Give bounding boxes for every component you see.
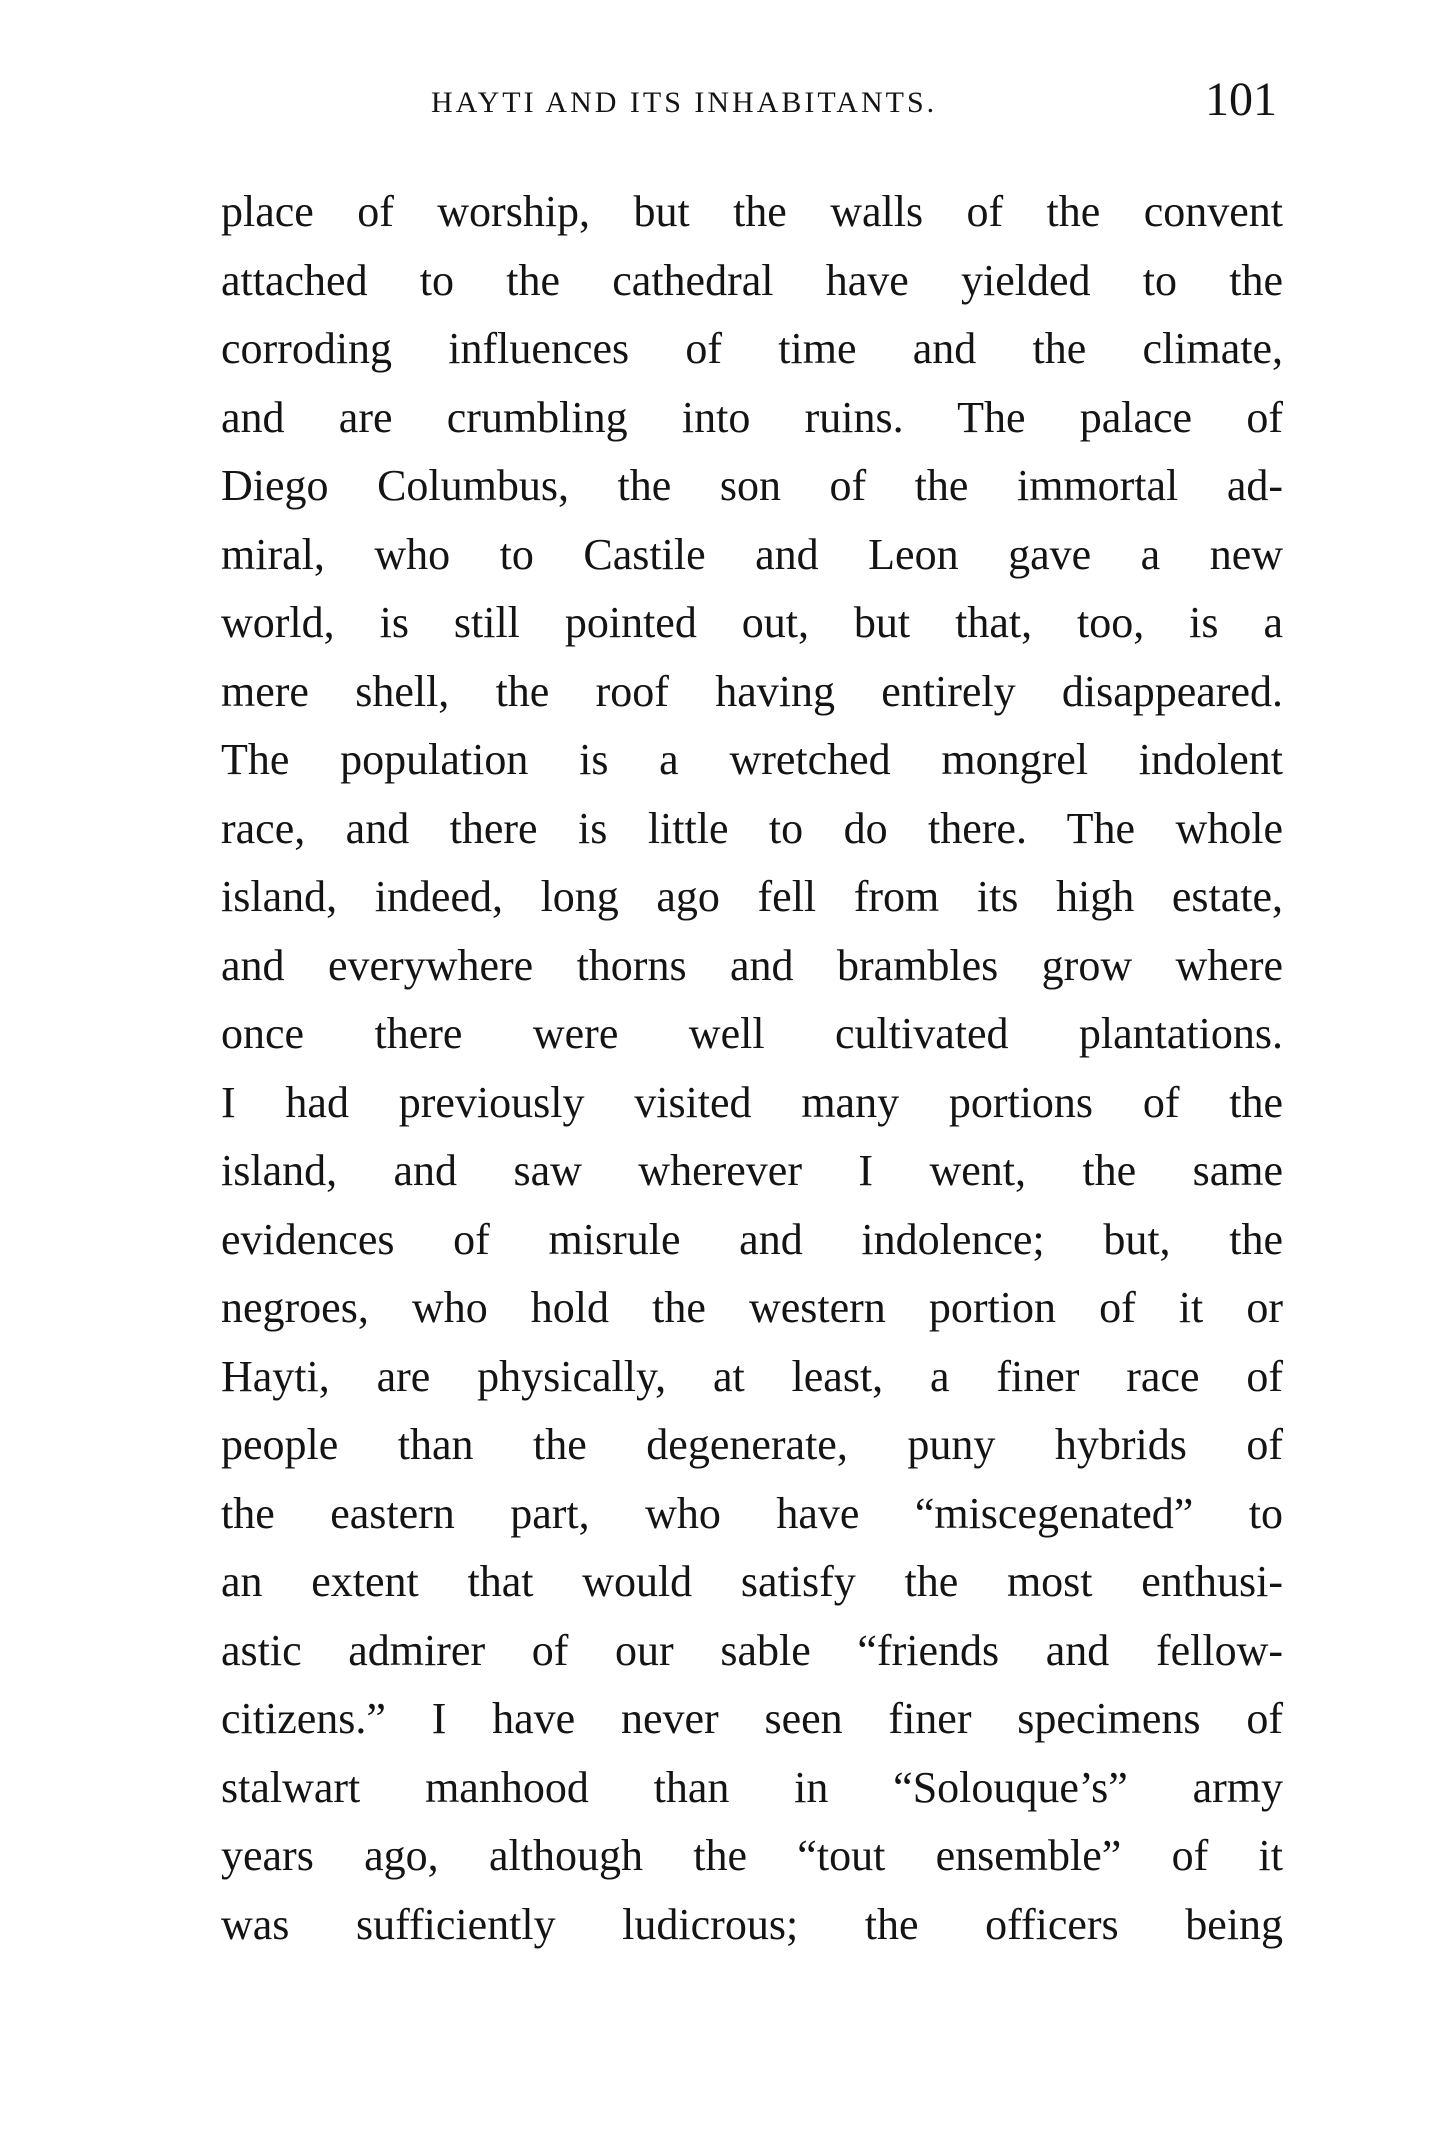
text-line: I had previously visited many portions of the	[221, 1077, 1283, 1127]
text-line: was sufficiently ludicrous; the officers being	[221, 1899, 1283, 1949]
text-line: once there were well cultivated plantations.	[221, 1009, 1283, 1058]
text-line: evidences of misrule and indolence; but, the	[221, 1214, 1283, 1264]
text-line: negroes, who hold the western portion of it or	[221, 1283, 1283, 1332]
text-line: miral, who to Castile and Leon gave a new	[221, 529, 1283, 579]
text-line: attached to the cathedral have yielded to the	[221, 255, 1283, 305]
text-line: Diego Columbus, the son of the immortal ad-	[221, 461, 1283, 510]
text-line: citizens.” I have never seen finer specimens of	[221, 1694, 1283, 1743]
running-title: HAYTI AND ITS INHABITANTS.	[431, 86, 938, 119]
text-line: astic admirer of our sable “friends and fellow-	[221, 1625, 1283, 1675]
text-line: mere shell, the roof having entirely disappeared.	[221, 666, 1283, 716]
text-line: place of worship, but the walls of the convent	[221, 187, 1283, 236]
text-line: and are crumbling into ruins. The palace of	[221, 392, 1283, 442]
text-line: stalwart manhood than in “Solouque’s” army	[221, 1762, 1283, 1812]
text-line: island, and saw wherever I went, the same	[221, 1146, 1283, 1195]
page-number: 101	[1205, 73, 1277, 126]
text-line: an extent that would satisfy the most enthusi-	[221, 1557, 1283, 1606]
text-line: island, indeed, long ago fell from its high estate,	[221, 872, 1283, 921]
text-line: world, is still pointed out, but that, too, is a	[221, 598, 1283, 647]
running-head	[221, 72, 1281, 132]
text-line: and everywhere thorns and brambles grow where	[221, 940, 1283, 990]
text-line: the eastern part, who have “miscegenated” to	[221, 1488, 1283, 1538]
text-line: years ago, although the “tout ensemble” of it	[221, 1831, 1283, 1880]
text-line: people than the degenerate, puny hybrids of	[221, 1420, 1283, 1469]
text-line: race, and there is little to do there. The whole	[221, 803, 1283, 853]
text-line: The population is a wretched mongrel indolent	[221, 735, 1283, 784]
text-line: corroding influences of time and the climate,	[221, 324, 1283, 373]
body-text	[221, 178, 1283, 1959]
text-line: Hayti, are physically, at least, a finer race of	[221, 1351, 1283, 1401]
